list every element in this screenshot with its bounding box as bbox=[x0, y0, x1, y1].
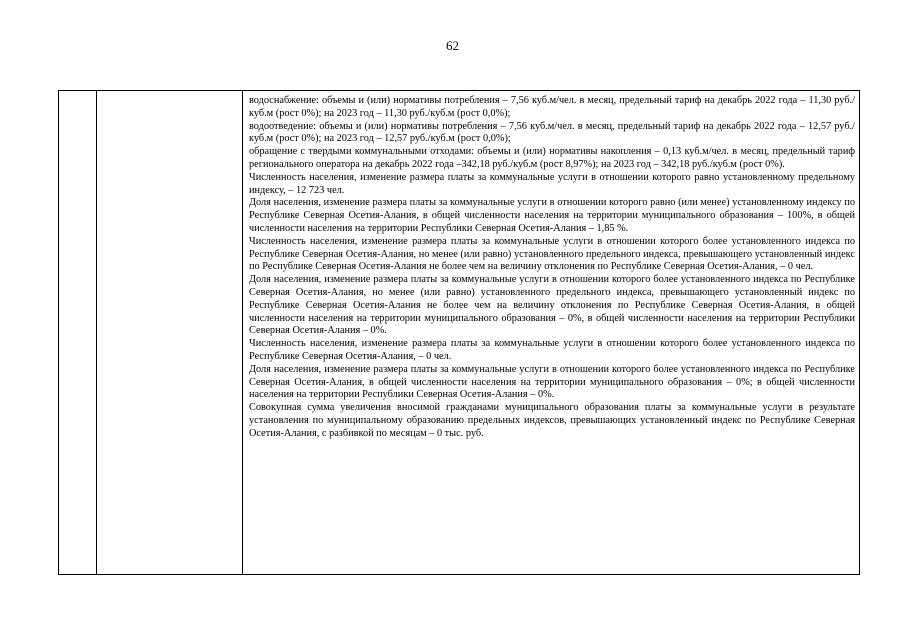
description-text-block bbox=[243, 91, 859, 574]
table-cell-number bbox=[59, 91, 97, 575]
paragraph-population-above-index: Численность населения, изменение размера платы за коммунальные услуги в отношении которого более установленного индекса по Республике Северная Осетия-Алания, – 0 чел. bbox=[249, 338, 855, 362]
document-table bbox=[58, 90, 860, 575]
table-cell-name bbox=[97, 91, 243, 575]
paragraph-population-equal-index: Численность населения, изменение размера платы за коммунальные услуги в отношении которого равно установленному предельному индексу, – 12 723 чел. bbox=[249, 171, 855, 196]
paragraph-solid-waste: обращение с твердыми коммунальными отходами: объемы и (или) нормативы накопления – 0,13 куб.м/чел. в месяц, предельный тариф регионального оператора на декабрь 2022 года –342,18 руб./куб.м (рост 8,97%); на 2023 год – 342,18 руб./куб.м (рост 0%). bbox=[249, 146, 855, 170]
paragraph-water-supply: водоснабжение: объемы и (или) нормативы потребления – 7,56 куб.м/чел. в месяц, предельный тариф на декабрь 2022 года – 11,30 руб./куб.м (рост 0%); на 2023 год – 11,30 руб./куб.м (рост 0,0%); bbox=[249, 95, 855, 119]
paragraph-share-within-deviation: Доля населения, изменение размера платы за коммунальные услуги в отношении которого более установленного индекса по Республике Северная Осетия-Алания, но менее (или равно) установленного предельного индекса, превышающего установленный индекс по Республике Северная Осетия-Алания не более чем на величину отклонения по Республике Северная Осетия-Алания, в общей численности населения на территории муниципального образования – 0%, в общей численности населения на территории Республики Северная Осетия-Алания – 0%. bbox=[249, 274, 855, 337]
table-cell-description bbox=[243, 91, 860, 575]
paragraph-total-increase: Совокупная сумма увеличения вносимой гражданами муниципального образования платы за коммунальные услуги в результате установления по муниципальному образованию предельных индексов, превышающих установленный индекс по Республике Северная Осетия-Алания, с разбивкой по месяцам – 0 тыс. руб. bbox=[249, 402, 855, 439]
table-row bbox=[59, 91, 860, 575]
page-number: 62 bbox=[446, 38, 459, 53]
paragraph-share-equal-index: Доля населения, изменение размера платы за коммунальные услуги в отношении которого равно (или менее) установленному индексу по Республике Северная Осетия-Алания, в общей численности населения на территории муниципального образования – 100%, в общей численности населения на территории Республики Северная Осетия-Алания – 1,85 %. bbox=[249, 197, 855, 234]
paragraph-population-within-deviation: Численность населения, изменение размера платы за коммунальные услуги в отношении которого более установленного индекса по Республике Северная Осетия-Алания, но менее (или равно) установленного предельного индекса, превышающего установленный индекс по Республике Северная Осетия-Алания не более чем на величину отклонения по Республике Северная Осетия-Алания, – 0 чел. bbox=[249, 235, 855, 273]
paragraph-water-disposal: водоотведение: объемы и (или) нормативы потребления – 7,56 куб.м/чел. в месяц, предельный тариф на декабрь 2022 года – 12,57 руб./куб.м (рост 0%); на 2023 год – 12,57 руб./куб.м (рост 0,0%); bbox=[249, 120, 855, 145]
paragraph-share-above-index: Доля населения, изменение размера платы за коммунальные услуги в отношении которого более установленного индекса по Республике Северная Осетия-Алания, в общей численности населения на территории муниципального образования – 0%; в общей численности населения на территории Республики Северная Осетия-Алания – 0%. bbox=[249, 363, 855, 401]
